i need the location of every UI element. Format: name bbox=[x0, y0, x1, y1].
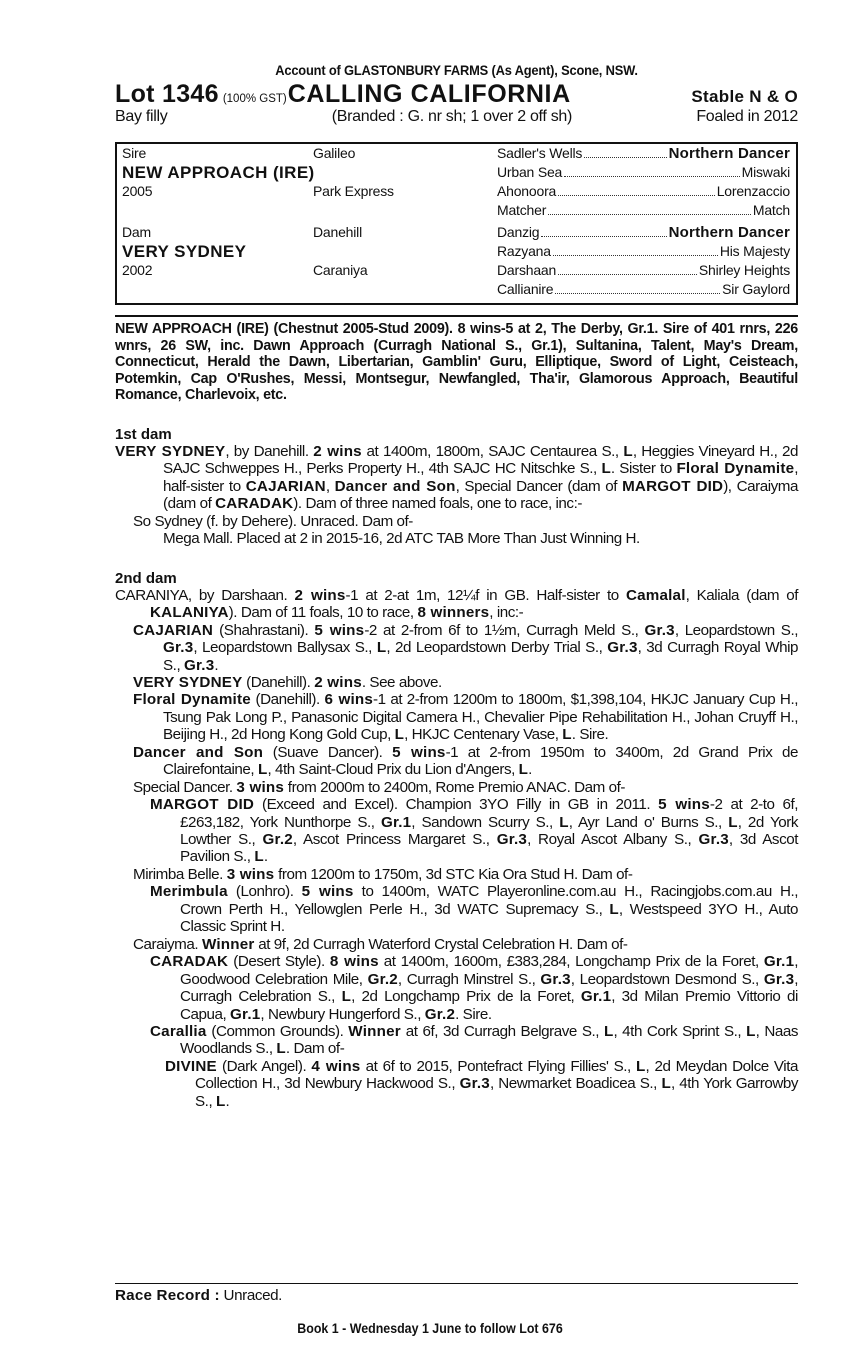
dot-leader bbox=[584, 144, 666, 158]
bold-text: L bbox=[257, 761, 268, 779]
bold-text: 8 wins bbox=[329, 953, 379, 971]
text: , 3d Ascot Pavilion S., bbox=[180, 831, 798, 866]
text: . Sire. bbox=[455, 1005, 492, 1023]
bold-text: MARGOT DID bbox=[622, 477, 724, 495]
text: , Curragh Minstrel S., bbox=[397, 970, 541, 988]
great-grandparent-sire: Sir Gaylord bbox=[722, 281, 790, 297]
text: So Sydney (f. by Dehere). Unraced. Dam of- bbox=[133, 512, 413, 530]
progeny-caraiyma bbox=[115, 936, 798, 953]
bold-text: VERY SYDNEY bbox=[133, 673, 243, 691]
maternal-granddam: Caraniya bbox=[313, 262, 368, 278]
great-grandparent-name: Danzig bbox=[497, 224, 540, 240]
text: , 4th Saint-Cloud Prix du Lion d'Angers, bbox=[267, 761, 519, 779]
great-grandparent bbox=[497, 242, 790, 261]
text: , 4th York Garrowby S., bbox=[195, 1075, 798, 1110]
bold-text: 5 wins bbox=[658, 796, 710, 814]
great-grandparent bbox=[497, 144, 790, 163]
sire-label: Sire bbox=[122, 145, 147, 161]
bold-text: L bbox=[609, 900, 619, 918]
text: , 3d Curragh Royal Whip S., bbox=[163, 639, 798, 674]
text: , Kaliala (dam of bbox=[685, 586, 799, 604]
bold-text: L bbox=[601, 460, 611, 478]
bold-text: 3 wins bbox=[236, 778, 285, 796]
text: . Sister to bbox=[610, 460, 677, 478]
dot-leader bbox=[558, 182, 715, 196]
text: at 6f to 2015, Pontefract Flying Fillies' S., bbox=[360, 1057, 637, 1075]
bold-text: Gr.3 bbox=[607, 639, 638, 657]
text: (Lonhro). bbox=[227, 883, 302, 901]
second-dam-record bbox=[115, 587, 798, 622]
bold-text: Gr.1 bbox=[580, 988, 612, 1006]
text: , Leopardstown Desmond S., bbox=[570, 970, 764, 988]
text: CARANIYA, by Darshaan. bbox=[115, 586, 295, 604]
text: , Royal Ascot Albany S., bbox=[527, 831, 699, 849]
bold-text: Gr.3 bbox=[163, 639, 194, 657]
dam-name: VERY SYDNEY bbox=[122, 242, 247, 261]
bold-text: KALANIYA bbox=[150, 604, 229, 622]
great-grandparent-name: Razyana bbox=[497, 243, 551, 259]
great-grandparent bbox=[497, 201, 790, 220]
text: -1 at 2-at 1m, 12¼f in GB. Half-sister to bbox=[345, 586, 626, 604]
sire-name: NEW APPROACH (IRE) bbox=[122, 163, 315, 182]
bold-text: L bbox=[518, 761, 529, 779]
text: Mirimba Belle. bbox=[133, 865, 227, 883]
text: -2 at 2-from 6f to 1½m, Curragh Meld S., bbox=[364, 621, 645, 639]
text: , Newmarket Boadicea S., bbox=[489, 1075, 662, 1093]
text: . bbox=[225, 1092, 230, 1110]
text: at 9f, 2d Curragh Waterford Crystal Celebration H. Dam of- bbox=[254, 935, 628, 953]
bold-text: Camalal bbox=[625, 586, 686, 604]
progeny-very-sydney bbox=[115, 674, 798, 691]
bold-text: Winner bbox=[201, 935, 255, 953]
bold-text: 8 winners bbox=[417, 604, 490, 622]
bold-text: L bbox=[603, 1023, 614, 1041]
horse-name: CALLING CALIFORNIA bbox=[287, 80, 571, 108]
paternal-granddam: Park Express bbox=[313, 183, 394, 199]
dam-year: 2002 bbox=[122, 262, 153, 278]
foaled-year: Foaled in 2012 bbox=[696, 108, 798, 125]
great-grandparent-sire: Northern Dancer bbox=[668, 224, 790, 241]
bold-text: Dancer and Son bbox=[133, 743, 264, 761]
text: , Sandown Scurry S., bbox=[411, 813, 560, 831]
race-record-value: Unraced. bbox=[219, 1287, 282, 1304]
text: (Dark Angel). bbox=[216, 1057, 312, 1075]
text: , 2d Leopardstown Derby Trial S., bbox=[386, 639, 608, 657]
text: from 2000m to 2400m, Rome Premio ANAC. Dam of- bbox=[284, 778, 625, 796]
progeny-special-dancer bbox=[115, 779, 798, 796]
bold-text: Floral Dynamite bbox=[676, 460, 795, 478]
great-grandparent-sire: Northern Dancer bbox=[668, 145, 790, 162]
text: ). Dam of three named foals, one to race, inc:- bbox=[293, 495, 582, 513]
bold-text: CAJARIAN bbox=[245, 477, 326, 495]
bold-text: 2 wins bbox=[294, 586, 346, 604]
text: , half-sister to bbox=[163, 460, 799, 495]
progeny-divine bbox=[115, 1058, 798, 1110]
bold-text: CAJARIAN bbox=[133, 621, 214, 639]
great-grandparent-name: Callianire bbox=[497, 281, 554, 297]
bold-text: VERY SYDNEY bbox=[115, 442, 226, 460]
bold-text: Carallia bbox=[150, 1023, 207, 1041]
bold-text: L bbox=[216, 1092, 226, 1110]
divider bbox=[115, 1283, 798, 1284]
bold-text: L bbox=[636, 1057, 646, 1075]
bold-text: Winner bbox=[348, 1023, 401, 1041]
bold-text: L bbox=[746, 1023, 756, 1041]
text: , Curragh Celebration S., bbox=[180, 970, 798, 1006]
text: , by Danehill. bbox=[225, 442, 314, 460]
brand-info: (Branded : G. nr sh; 1 over 2 off sh) bbox=[331, 108, 573, 125]
bold-text: L bbox=[661, 1075, 671, 1093]
bold-text: 5 wins bbox=[314, 621, 365, 639]
text: , 2d Longchamp Prix de la Foret, bbox=[351, 988, 581, 1006]
great-grandparent bbox=[497, 280, 790, 299]
text: (Shahrastani). bbox=[213, 621, 315, 639]
text: , Heggies Vineyard H., 2d SAJC Schweppes H., Perks Property H., 4th SAJC HC Nitschke S., bbox=[163, 442, 799, 478]
text: Caraiyma. bbox=[133, 935, 202, 953]
progeny-merimbula bbox=[115, 883, 798, 935]
text: , Newbury Hungerford S., bbox=[260, 1005, 425, 1023]
dot-leader bbox=[564, 163, 739, 177]
bold-text: Gr.3 bbox=[459, 1075, 490, 1093]
bold-text: L bbox=[562, 726, 572, 744]
text: -2 at 2-to 6f, £263,182, York Nunthorpe S., bbox=[180, 796, 798, 831]
text: (Suave Dancer). bbox=[263, 743, 393, 761]
maternal-grandsire: Danehill bbox=[313, 224, 362, 240]
sire-summary: NEW APPROACH (IRE) (Chestnut 2005-Stud 2009). 8 wins-5 at 2, The Derby, Gr.1. Sire of 401 rnrs, 226 wnrs, 26 SW, inc. Dawn Approach (Curragh National S., Gr.1), Sultanina, Talent, May's Dream, Connecticut, Herald the Dawn, Libertarian, Gamblin' Guru, Elliptique, Sword of Light, Ceisteach, Potemkin, Cap O'Rushes, Messi, Montsegur, Newfangled, Tha'ir, Glamorous Approach, Beautiful Romance, Charlevoix, etc. bbox=[115, 321, 798, 404]
bold-text: Gr.3 bbox=[496, 831, 528, 849]
bold-text: 5 wins bbox=[301, 883, 354, 901]
catalogue-page bbox=[115, 62, 798, 1110]
second-dam-heading: 2nd dam bbox=[115, 569, 177, 587]
colour-sex: Bay filly bbox=[115, 108, 168, 125]
text: , Leopardstown Ballysax S., bbox=[193, 639, 377, 657]
text: . See above. bbox=[361, 673, 442, 691]
bold-text: 5 wins bbox=[392, 743, 446, 761]
bold-text: L bbox=[394, 726, 405, 744]
grand-progeny bbox=[115, 530, 798, 547]
text: from 1200m to 1750m, 3d STC Kia Ora Stud H. Dam of- bbox=[274, 865, 633, 883]
great-grandparent-sire: Lorenzaccio bbox=[716, 183, 790, 199]
dot-leader bbox=[553, 242, 718, 256]
great-grandparent bbox=[497, 261, 790, 280]
bold-text: 2 wins bbox=[313, 442, 362, 460]
great-grandparent-name: Sadler's Wells bbox=[497, 145, 583, 161]
great-grandparent-name: Darshaan bbox=[497, 262, 557, 278]
dam-progeny bbox=[115, 513, 798, 530]
text: . Sire. bbox=[571, 726, 609, 744]
bold-text: L bbox=[276, 1040, 286, 1058]
bold-text: Gr.1 bbox=[230, 1005, 261, 1023]
text: . Dam of- bbox=[285, 1040, 345, 1058]
dot-leader bbox=[548, 201, 751, 215]
text: , Goodwood Celebration Mile, bbox=[180, 953, 799, 988]
race-record-label: Race Record : bbox=[115, 1287, 220, 1304]
bold-text: CARADAK bbox=[150, 953, 229, 971]
great-grandparent-sire: Match bbox=[752, 202, 790, 218]
page-footer: Book 1 - Wednesday 1 June to follow Lot 676 bbox=[297, 1321, 563, 1336]
text: ), Caraiyma (dam of bbox=[163, 477, 799, 513]
bold-text: Gr.3 bbox=[644, 621, 675, 639]
bold-text: Gr.1 bbox=[763, 953, 795, 971]
bold-text: Gr.3 bbox=[540, 970, 571, 988]
text: (Danehill). bbox=[242, 673, 315, 691]
text: . bbox=[214, 656, 219, 674]
text: , 2d Meydan Dolce Vita Collection H., 3d Newbury Hackwood S., bbox=[195, 1057, 798, 1093]
bold-text: MARGOT DID bbox=[150, 796, 255, 814]
progeny-mirimba-belle bbox=[115, 866, 798, 883]
text: , HKJC Centenary Vase, bbox=[404, 726, 563, 744]
bold-text: 3 wins bbox=[226, 865, 275, 883]
bold-text: L bbox=[728, 813, 738, 831]
bold-text: L bbox=[254, 848, 264, 866]
race-record bbox=[115, 1287, 282, 1304]
text: -1 at 2-from 1950m to 3400m, 2d Grand Prix de Clairefontaine, bbox=[163, 743, 798, 779]
bold-text: 4 wins bbox=[311, 1057, 361, 1075]
lot-line bbox=[115, 80, 798, 108]
bold-text: Gr.3 bbox=[763, 970, 795, 988]
bold-text: Gr.1 bbox=[380, 813, 412, 831]
first-dam-heading: 1st dam bbox=[115, 425, 172, 443]
bold-text: Dancer and Son bbox=[334, 477, 456, 495]
text: (Desert Style). bbox=[228, 953, 330, 971]
text: , Ayr Land o' Burns S., bbox=[568, 813, 729, 831]
text: (Danehill). bbox=[250, 691, 325, 709]
progeny-dancer-and-son bbox=[115, 744, 798, 779]
bold-text: Merimbula bbox=[150, 883, 228, 901]
bold-text: 2 wins bbox=[314, 673, 362, 691]
bold-text: Gr.3 bbox=[698, 831, 729, 849]
text: Special Dancer. bbox=[133, 778, 237, 796]
text: , Westspeed 3YO H., Auto Classic Sprint H. bbox=[180, 900, 798, 936]
stable-location: Stable N & O bbox=[691, 87, 798, 106]
progeny-cajarian bbox=[115, 622, 798, 674]
progeny-floral-dynamite bbox=[115, 691, 798, 743]
great-grandparent-name: Urban Sea bbox=[497, 164, 563, 180]
progeny-margot-did bbox=[115, 796, 798, 866]
text: (Exceed and Excel). Champion 3YO Filly in GB in 2011. bbox=[254, 796, 659, 814]
dam-label: Dam bbox=[122, 224, 151, 240]
progeny-carallia bbox=[115, 1023, 798, 1058]
text: . bbox=[263, 848, 268, 866]
bold-text: Floral Dynamite bbox=[133, 691, 251, 709]
dot-leader bbox=[541, 223, 666, 237]
progeny-caradak bbox=[115, 953, 798, 1023]
great-grandparent bbox=[497, 163, 790, 182]
bold-text: L bbox=[559, 813, 569, 831]
great-grandparent-name: Ahonoora bbox=[497, 183, 557, 199]
text: (Common Grounds). bbox=[206, 1023, 349, 1041]
text: , inc:- bbox=[489, 604, 524, 622]
bold-text: L bbox=[623, 442, 633, 460]
gst-note: (100% GST) bbox=[222, 93, 287, 105]
bold-text: Gr.2 bbox=[367, 970, 398, 988]
text: , Leopardstown S., bbox=[674, 621, 799, 639]
text: at 6f, 3d Curragh Belgrave S., bbox=[400, 1023, 604, 1041]
bold-text: Gr.3 bbox=[184, 656, 215, 674]
dot-leader bbox=[555, 280, 720, 294]
text: ). Dam of 11 foals, 10 to race, bbox=[228, 604, 418, 622]
text: , bbox=[325, 477, 335, 495]
vendor-account: Account of GLASTONBURY FARMS (As Agent), Scone, NSW. bbox=[275, 62, 638, 78]
text: . bbox=[528, 761, 532, 779]
great-grandparent-name: Matcher bbox=[497, 202, 547, 218]
lot-number: Lot 1346 bbox=[115, 80, 219, 108]
sire-year: 2005 bbox=[122, 183, 153, 199]
text: -1 at 2-from 1200m to 1800m, $1,398,104, HKJC January Cup H., Tsung Pak Long P., Panasonic Digital Camera H., Chevalier Pipe Rehabilitation H., Johan Cruyff H., Beijing H., 2d Hong Kong Gold Cup, bbox=[163, 691, 798, 744]
dot-leader bbox=[558, 261, 697, 275]
text: Mega Mall. Placed at 2 in 2015-16, 2d ATC TAB More Than Just Winning H. bbox=[163, 530, 640, 548]
bold-text: CARADAK bbox=[215, 495, 294, 513]
paternal-grandsire: Galileo bbox=[313, 145, 356, 161]
bold-text: 6 wins bbox=[324, 691, 374, 709]
text: , 3d Milan Premio Vittorio di Capua, bbox=[180, 988, 798, 1023]
text: , 2d York Lowther S., bbox=[180, 813, 799, 849]
divider bbox=[115, 315, 798, 317]
great-grandparent-sire: Miswaki bbox=[741, 164, 790, 180]
great-grandparent-sire: His Majesty bbox=[719, 243, 790, 259]
bold-text: DIVINE bbox=[165, 1057, 217, 1075]
great-grandparent-sire: Shirley Heights bbox=[698, 262, 790, 278]
bold-text: L bbox=[341, 988, 352, 1006]
dam-record bbox=[115, 443, 798, 513]
text: , Ascot Princess Margaret S., bbox=[292, 831, 497, 849]
pedigree-table bbox=[115, 142, 798, 305]
great-grandparent bbox=[497, 223, 790, 242]
text: , 4th Cork Sprint S., bbox=[613, 1023, 747, 1041]
horse-details bbox=[115, 108, 798, 132]
bold-text: Gr.2 bbox=[262, 831, 293, 849]
great-grandparent bbox=[497, 182, 790, 201]
text: at 1400m, 1800m, SAJC Centaurea S., bbox=[361, 442, 624, 460]
bold-text: Gr.2 bbox=[424, 1005, 456, 1023]
text: , Special Dancer (dam of bbox=[455, 477, 623, 495]
text: , Naas Woodlands S., bbox=[180, 1023, 799, 1058]
text: at 1400m, 1600m, £383,284, Longchamp Prix de la Foret, bbox=[378, 953, 764, 971]
text: to 1400m, WATC Playeronline.com.au H., Racingjobs.com.au H., Crown Perth H., Yellowglen Perle H., 3d WATC Supremacy S., bbox=[180, 883, 799, 918]
bold-text: L bbox=[376, 639, 387, 657]
